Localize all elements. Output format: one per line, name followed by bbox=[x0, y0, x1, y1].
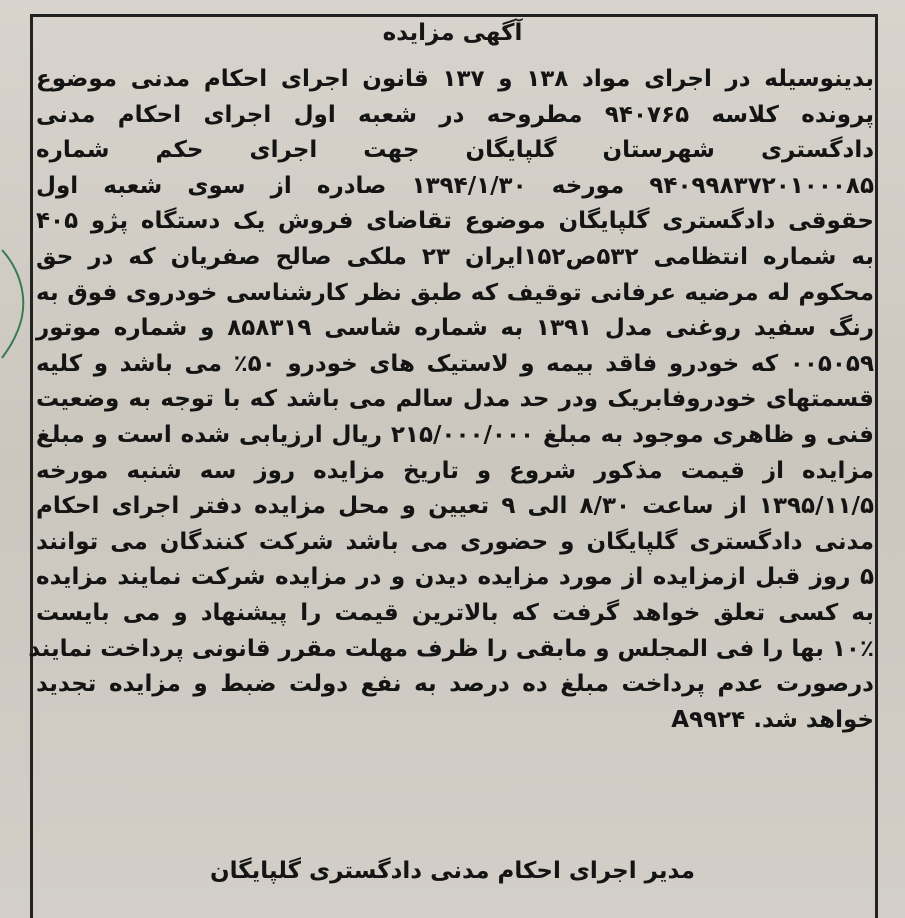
notice-line: پرونده کلاسه ۹۴۰۷۶۵ مطروحه در شعبه اول اجرای احکام مدنی bbox=[36, 101, 874, 128]
notice-line: فنی و ظاهری موجود به مبلغ ۲۱۵/۰۰۰/۰۰۰ ریال ارزیابی شده است و مبلغ bbox=[36, 421, 874, 448]
notice-body bbox=[28, 62, 875, 738]
notice-signature: مدیر اجرای احکام مدنی دادگستری گلپایگان bbox=[209, 858, 696, 884]
notice-line: ۱۳۹۵/۱۱/۵ از ساعت ۸/۳۰ الی ۹ تعیین و محل مزایده دفتر اجرای احکام bbox=[36, 493, 874, 520]
notice-line: بدینوسیله در اجرای مواد ۱۳۸ و ۱۳۷ قانون اجرای احکام مدنی موضوع bbox=[36, 66, 874, 92]
notice-line: ۹۴۰۹۹۸۳۷۲۰۱۰۰۰۸۵ مورخه ۱۳۹۴/۱/۳۰ صادره از سوی شعبه اول bbox=[36, 172, 874, 199]
notice-title: آگهی مزایده bbox=[382, 20, 523, 46]
notice-line: قسمتهای خودروفابریک ودر حد مدل سالم می باشد که با توجه به وضعیت bbox=[36, 386, 874, 413]
notice-line: خواهد شد. A۹۹۲۴ bbox=[671, 706, 874, 733]
notice-line: محکوم له مرضیه عرفانی توقیف که طبق نظر کارشناسی خودروی فوق به bbox=[36, 279, 874, 306]
notice-line: ۱۰٪ بها را فی المجلس و مابقی را ظرف مهلت مقرر قانونی پرداخت نمایند bbox=[28, 635, 874, 662]
notice-line: به شماره انتظامی ۵۳۲ص۱۵۲ایران ۲۳ ملکی صالح صفریان که در حق bbox=[36, 243, 874, 270]
notice-line: دادگستری شهرستان گلپایگان جهت اجرای حکم شماره bbox=[36, 137, 874, 164]
notice-line: به کسی تعلق خواهد گرفت که بالاترین قیمت را پیشنهاد و می بایست bbox=[36, 599, 874, 626]
notice-line: درصورت عدم پرداخت مبلغ ده درصد به نفع دولت ضبط و مزایده تجدید bbox=[36, 671, 874, 698]
notice-line: مدنی دادگستری گلپایگان و حضوری می باشد شرکت کنندگان می توانند bbox=[36, 528, 874, 555]
notice-line: ۵ روز قبل ازمزایده از مورد مزایده دیدن و در مزایده شرکت نمایند مزایده bbox=[36, 564, 874, 591]
notice-line: حقوقی دادگستری گلپایگان موضوع تقاضای فروش یک دستگاه پژو ۴۰۵ bbox=[36, 208, 874, 235]
notice-line: رنگ سفید روغنی مدل ۱۳۹۱ به شماره شاسی ۸۵۸۳۱۹ و شماره موتور bbox=[36, 315, 874, 342]
notice-line: مزایده از قیمت مذکور شروع و تاریخ مزایده روز سه شنبه مورخه bbox=[36, 457, 874, 484]
notice-line: ۰۰۵۰۵۹ که خودرو فاقد بیمه و لاستیک های خودرو ۵۰٪ می باشد و کلیه bbox=[36, 350, 875, 377]
